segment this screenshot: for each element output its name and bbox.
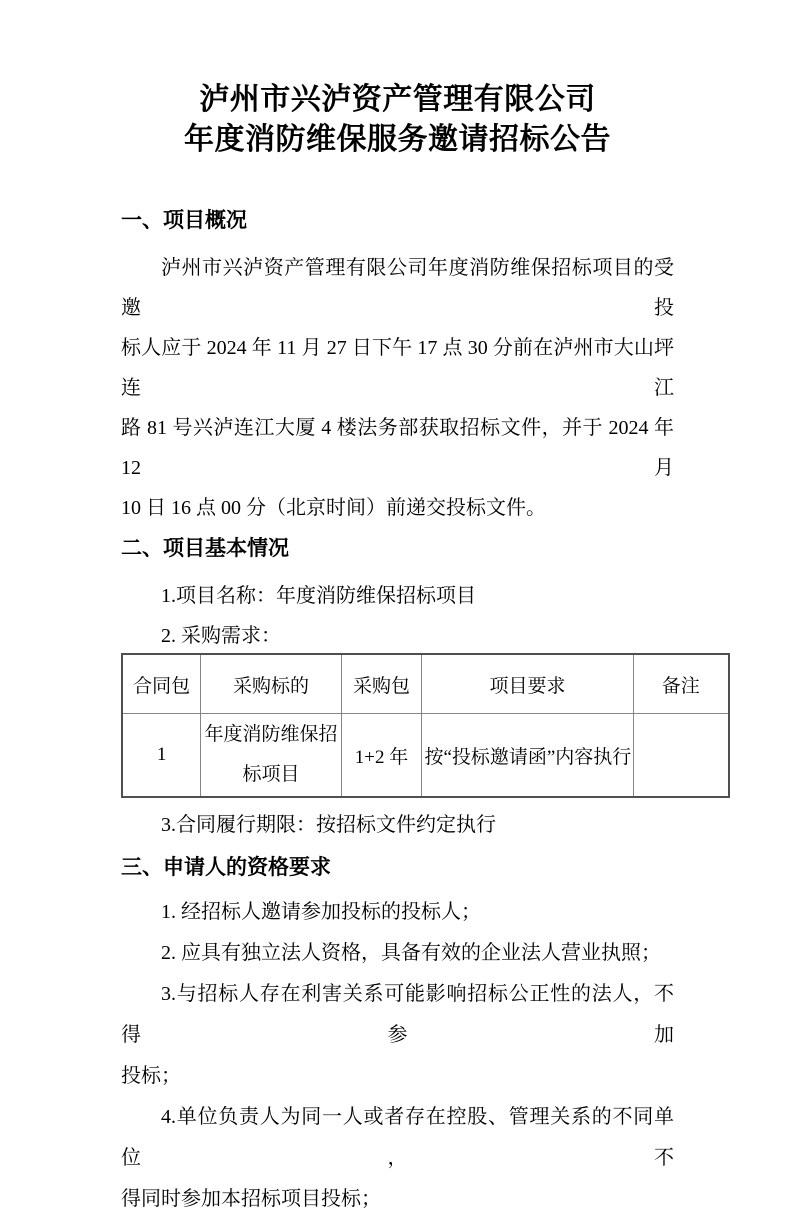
cell-procurement-subject	[201, 714, 341, 798]
document-title-line-2: 年度消防维保服务邀请招标公告	[184, 123, 611, 156]
text-line: 标人应于 2024 年 11 月 27 日下午 17 点 30 分前在泸州市大山坪连江	[121, 337, 674, 399]
project-name-item	[121, 576, 674, 616]
text-line: 3.与招标人存在利害关系可能影响招标公正性的法人，不得参加	[121, 983, 674, 1046]
procurement-demand-item	[121, 616, 674, 656]
text-line: 泸州市兴泸资产管理有限公司年度消防维保招标项目的受邀投	[121, 257, 674, 319]
text-line: 路 81 号兴泸连江大厦 4 楼法务部获取招标文件，并于 2024 年 12 月	[121, 417, 674, 479]
text-line: 2. 应具有独立法人资格，具备有效的企业法人营业执照；	[161, 942, 661, 964]
document-title	[121, 80, 674, 160]
contract-period-item	[121, 805, 674, 845]
text-line: 得同时参加本招标项目投标；	[121, 1188, 381, 1210]
cell-contract-package: 1	[122, 714, 201, 798]
qualification-item-3	[121, 974, 674, 1097]
table-header-row	[122, 654, 729, 714]
section-heading-project-basics: 二、项目基本情况	[121, 536, 289, 560]
table-header-procurement-subject: 采购标的	[201, 654, 341, 714]
document-title-line-1: 泸州市兴泸资产管理有限公司	[199, 83, 596, 116]
table-header-procurement-package: 采购包	[341, 654, 422, 714]
cell-project-requirement: 按“投标邀请函”内容执行	[422, 714, 633, 798]
procurement-table	[121, 653, 730, 798]
qualification-list	[121, 892, 674, 1220]
text-line: 10 日 16 点 00 分（北京时间）前递交投标文件。	[121, 497, 546, 519]
table-header-contract-package: 合同包	[122, 654, 201, 714]
qualification-item-1	[121, 892, 674, 933]
table-header-project-requirement: 项目要求	[422, 654, 633, 714]
text-line: 3.合同履行期限：按招标文件约定执行	[161, 814, 496, 836]
text-line: 1.项目名称：年度消防维保招标项目	[161, 585, 476, 607]
table-header-remark: 备注	[633, 654, 729, 714]
section-heading-project-overview: 一、项目概况	[121, 208, 247, 232]
text-line: 年度消防维保招	[204, 724, 338, 745]
project-overview-paragraph	[121, 248, 674, 528]
table-data-row	[122, 714, 729, 798]
text-line: 投标；	[121, 1065, 181, 1087]
text-line: 1. 经招标人邀请参加投标的投标人；	[161, 901, 481, 923]
cell-procurement-package: 1+2 年	[341, 714, 422, 798]
section-heading-qualification: 三、申请人的资格要求	[121, 855, 331, 879]
text-line: 4.单位负责人为同一人或者存在控股、管理关系的不同单位，不	[121, 1106, 674, 1169]
cell-remark	[633, 714, 729, 798]
qualification-item-2	[121, 933, 674, 974]
text-line: 标项目	[242, 764, 300, 785]
text-line: 2. 采购需求：	[161, 625, 281, 647]
qualification-item-4	[121, 1097, 674, 1220]
